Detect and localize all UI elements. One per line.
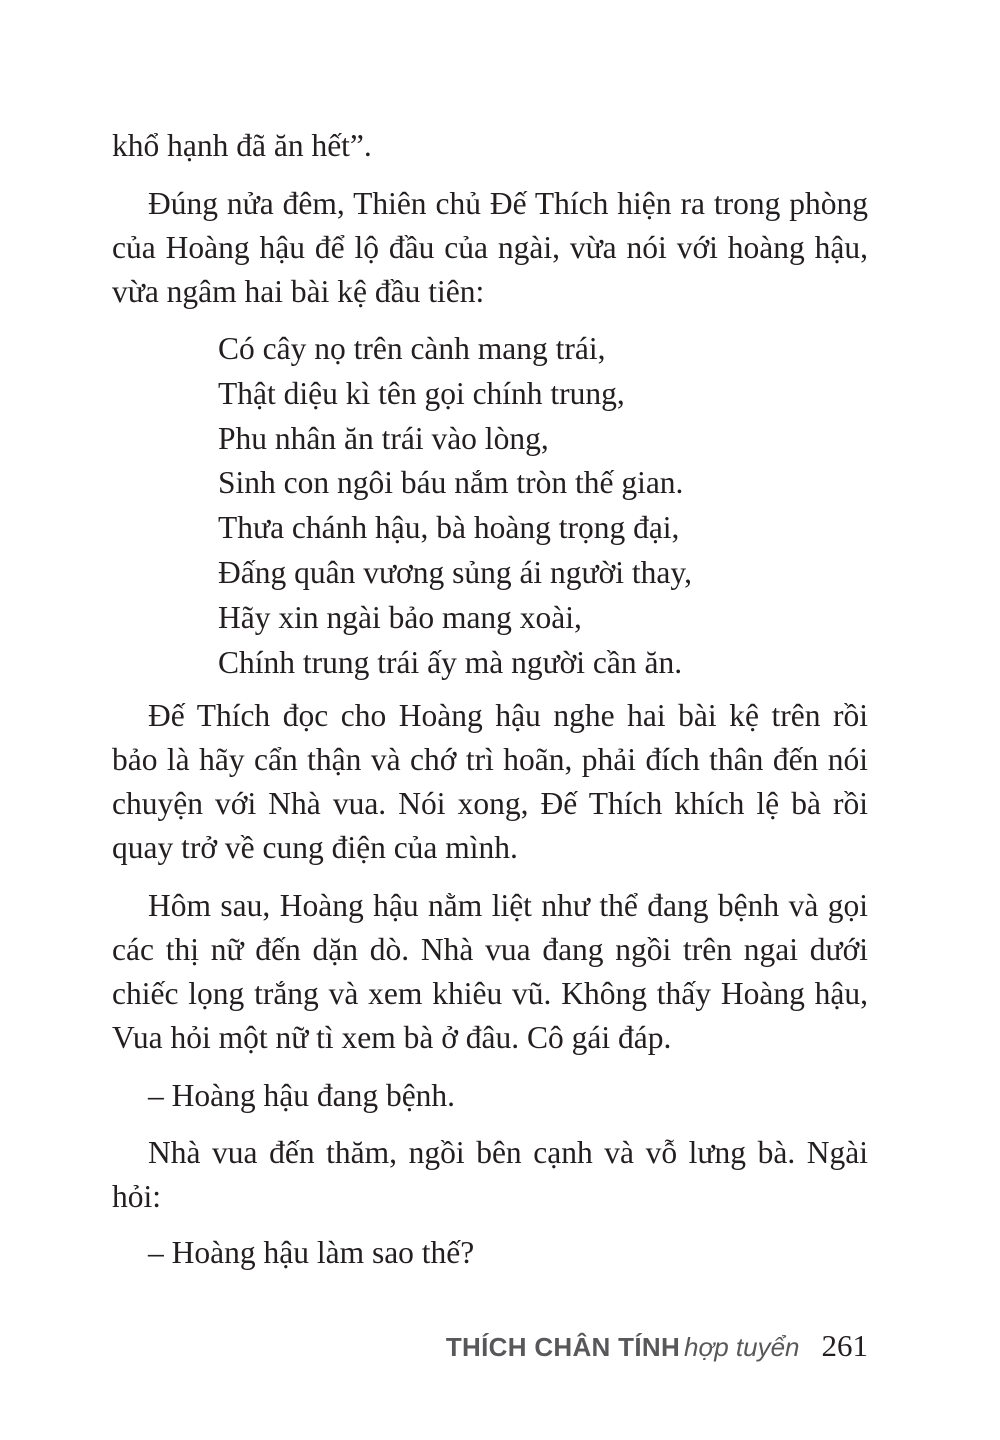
dialogue-line: – Hoàng hậu làm sao thế?	[148, 1235, 475, 1270]
verse-line: Hãy xin ngài bảo mang xoài,	[218, 599, 582, 635]
dialogue-line: – Hoàng hậu đang bệnh.	[148, 1078, 456, 1113]
verse-line: Thật diệu kì tên gọi chính trung,	[218, 375, 625, 411]
verse-line: Chính trung trái ấy mà người cần ăn.	[218, 644, 683, 680]
paragraph-next-day: Hôm sau, Hoàng hậu nằm liệt như thể đang bệnh và gọi các thị nữ đến dặn dò. Nhà vua đang ngồi trên ngai dưới chiếc lọng trắng và xem khiêu vũ. Không thấy Hoàng hậu, Vua hỏi một nữ tì xem bà ở đâu. Cô gái đáp.	[112, 888, 868, 1055]
footer-book-title: THÍCH CHÂN TÍNH	[445, 1332, 681, 1362]
verse-block	[218, 327, 858, 685]
paragraph-king-visits: Nhà vua đến thăm, ngồi bên cạnh và vỗ lưng bà. Ngài hỏi:	[112, 1135, 868, 1214]
paragraph-continuation: khổ hạnh đã ăn hết”.	[112, 128, 372, 163]
page-footer	[0, 1328, 868, 1368]
verse-line: Thưa chánh hậu, bà hoàng trọng đại,	[218, 510, 680, 546]
paragraph-de-thich-reads: Đế Thích đọc cho Hoàng hậu nghe hai bài kệ trên rồi bảo là hãy cẩn thận và chớ trì hoãn, phải đích thân đến nói chuyện với Nhà vua. Nói xong, Đế Thích khích lệ bà rồi quay trở về cung điện của mình.	[112, 698, 868, 865]
verse-line: Đấng quân vương sủng ái người thay,	[218, 554, 692, 590]
verse-line: Sinh con ngôi báu nắm tròn thế gian.	[218, 465, 684, 501]
verse-line: Có cây nọ trên cành mang trái,	[218, 331, 606, 366]
page-number: 261	[821, 1328, 868, 1363]
verse-line: Phu nhân ăn trái vào lòng,	[218, 420, 549, 456]
footer-book-subtitle: hợp tuyển	[684, 1332, 800, 1362]
paragraph-de-thich-appears: Đúng nửa đêm, Thiên chủ Đế Thích hiện ra trong phòng của Hoàng hậu để lộ đầu của ngài, vừa nói với hoàng hậu, vừa ngâm hai bài kệ đầu tiên:	[112, 186, 868, 309]
